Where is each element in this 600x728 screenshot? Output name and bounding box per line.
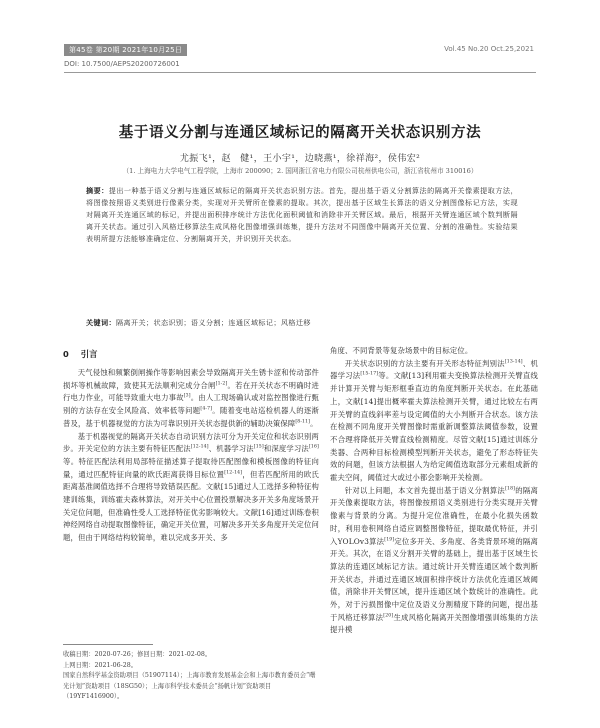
paragraph: 基于机器视觉的隔离开关状态自动识别方法可分为开关定位和状态识别两步。开关定位的方法主要有特征匹配法[12-14]、机器学习法[15]和深度学习法[16]等。特征匹配法利用局部特征描述算子提取待匹配图像和模板图像的特征向量，通过匹配特征向量的欧氏距离获得目标位置[12-14]，但若匹配所用的欧氏距离基准阈值选择不合理将导致错误匹配。文献[15]通过人工选择多种特征构建训练集，训练霍夫森林算法，对开关中心位置投票解决多开关多角度场景开关定位问题，但准确性受人工选择特征优劣影响较大。文献[16]通过训练卷积神经网络自动提取图像特征，确定开关位置，可解决多开关多角度开关定位问题，但由于网络结构较简单，难以完成多开关、多 — [63, 431, 319, 543]
body-left-column — [63, 367, 319, 545]
keywords-label: 关键词： — [86, 318, 116, 327]
funding-note: 国家自然科学基金资助项目（51907114）；上海市教育发展基金会和上海市教育委员会“曙光计划”资助项目（18SG50）；上海市科学技术委员会“扬帆计划”资助项目（19YF1416900）。 — [63, 672, 316, 701]
citation[interactable]: [12-14] — [224, 470, 243, 476]
keywords-text: 隔离开关；状态识别；语义分割；连通区域标记；风格迁移 — [115, 318, 311, 327]
footnotes — [63, 650, 319, 703]
abstract-label: 摘要： — [86, 186, 109, 195]
issue-badge: 第45卷 第20期 2021年10月25日 — [64, 44, 187, 56]
section-number: 0 — [63, 349, 69, 359]
keywords — [86, 318, 518, 328]
header-rule — [64, 72, 536, 73]
citation[interactable]: [15] — [253, 444, 264, 450]
section-title: 引言 — [80, 349, 98, 359]
body-right-column — [330, 345, 538, 637]
citation[interactable]: [15-17] — [360, 371, 379, 377]
paragraph: 天气侵蚀和频繁倒闸操作等影响因素会导致隔离开关生锈卡涩和传动部件损坏等机械故障，致使其无法顺利完成分合闸[1-2]。若在开关状态不明确时进行电力作业，可能导致重大电力事故[3]。由人工现场确认或对监控图像进行甄别的方法存在安全风险高、效率低等问题[4-7]。随着变电站巡检机器人的逐渐普及，基于机器视觉的方法为可靠识别开关状态提供新的辅助决策保障[8-11]。 — [63, 368, 320, 428]
issue-english: Vol.45 No.20 Oct.25,2021 — [444, 45, 534, 53]
citation[interactable]: [20] — [383, 613, 394, 619]
abstract-text: 提出一种基于语义分割与连通区域标记的隔离开关状态识别方法。首先，提出基于语义分割算法的隔离开关像素提取方法，将图像按照语义类别进行像素分类，实现对开关臂所在像素的提取。其次，提出基于区域生长算法的语义分割图像标记方法，实现对隔离开关连通区域的标记，并提出面积排序统计方法优化面积阈值和消除非开关臂区域。最后，根据开关臂连通区域个数判断隔离开关状态。通过引入风格迁移算法生成风格化图像增强训练集，提升方法对不同图像中隔离开关位置、分割的准确性。实验结果表明所提方法能够准确定位、分割隔离开关，并识别开关状态。 — [86, 186, 518, 243]
paragraph: 角度、不同背景等复杂场景中的目标定位。 — [330, 346, 473, 355]
author-list: 尤振飞¹，赵 健¹，王小宇¹，边晓燕¹，徐祥海²，侯伟宏² — [179, 154, 421, 164]
received-date: 收稿日期：2020-07-26；修回日期：2021-02-08。 — [63, 651, 212, 658]
citation[interactable]: [18] — [505, 486, 516, 492]
footnote-rule — [63, 644, 153, 645]
citation[interactable]: [19] — [384, 537, 395, 543]
citation[interactable]: [1-2] — [215, 381, 228, 387]
citation[interactable]: [13-14] — [504, 359, 523, 365]
citation[interactable]: [12-14] — [190, 444, 209, 450]
paragraph: 开关状态识别的方法主要有开关形态特征判别法[13-14]、机器学习法[15-17]等。文献[13]利用霍夫变换算法检测开关臂直线并计算开关臂与矩形框垂直边的角度判断开关状态。在此基础上，文献[14]提出概率霍夫算法检测开关臂，通过比较左右两开关臂的直线斜率差与设定阈值的大小判断开合状态。该方法在检测不同角度开关臂图像时需重新调整算法阈值参数，设置不合理将降低开关臂直线检测精度。尽管文献[15]通过训练分类器、合两种目标检测模型判断开关状态，避免了形态特征失效的问题，但该方法根据人为给定阈值选取部分元素组成新的霍夫空间，阈值过大或过小都会影响开关检测。 — [330, 358, 538, 483]
citation[interactable]: [3] — [183, 393, 191, 399]
affiliations: （1. 上海电力大学电气工程学院，上海市 200090；2. 国网浙江省电力有限公司杭州供电公司，浙江省杭州市 310016） — [122, 167, 478, 175]
citation[interactable]: [16] — [308, 444, 319, 450]
online-date: 上网日期：2021-06-28。 — [63, 661, 138, 669]
citation[interactable]: [4-7] — [200, 406, 213, 412]
citation[interactable]: [8-11] — [295, 419, 311, 425]
section-heading-introduction — [63, 348, 97, 360]
paper-title: 基于语义分割与连通区域标记的隔离开关状态识别方法 — [118, 125, 482, 141]
paragraph: 针对以上问题，本文首先提出基于语义分割算法[18]的隔离开关像素提取方法，将图像按照语义类别进行分类实现开关臂像素与背景的分离。为提升定位准确性，在最小化损失函数时，利用卷积网络自适应调整图像特征，提取最优特征，并引入YOLOv3算法[19]定位多开关、多角度、各类背景环境的隔离开关。其次，在语义分割开关臂的基础上，提出基于区域生长算法的连通区域标记方法。通过统计开关臂连通区域个数判断开关状态，并通过连通区域面积排序统计方法优化连通区域阈值，消除非开关臂区域，提升连通区域个数统计的准确性。此外，对于污损图像中定位及语义分割精度下降的问题，提出基于风格迁移算法[20]生成风格化隔离开关图像增强训练集的方法提升模 — [330, 485, 539, 635]
abstract — [86, 185, 518, 245]
doi[interactable]: DOI: 10.7500/AEPS20200726001 — [64, 60, 180, 68]
